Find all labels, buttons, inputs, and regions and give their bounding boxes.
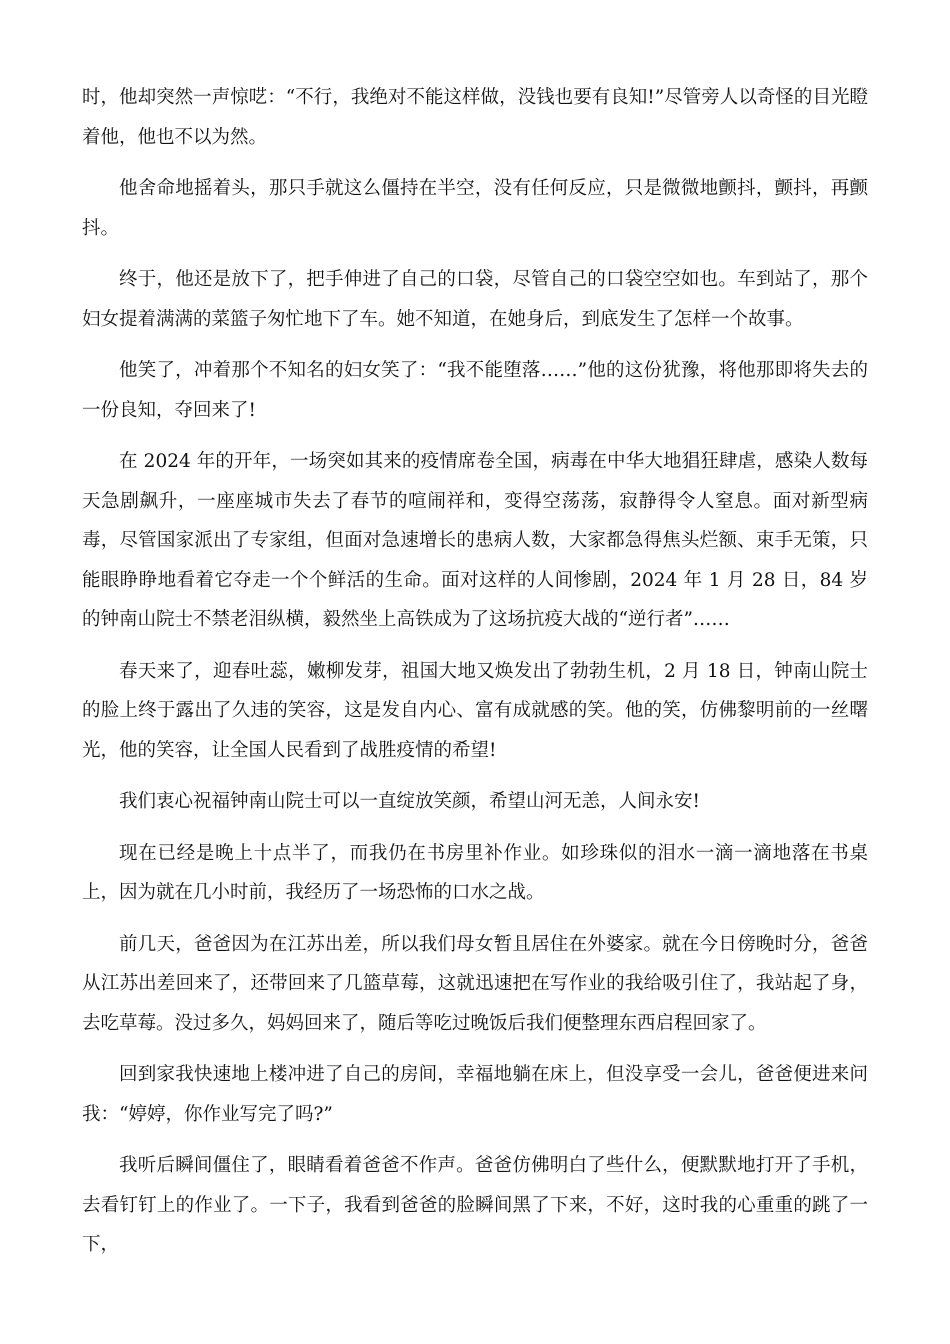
paragraph-5: 在 2024 年的开年，一场突如其来的疫情席卷全国，病毒在中华大地猖狂肆虐，感染人数每天急剧飙升，一座座城市失去了春节的喧闹祥和，变得空荡荡，寂静得令人窒息。面对新型病毒，尽管国家派出了专家组，但面对急速增长的患病人数，大家都急得焦头烂额、束手无策，只能眼睁睁地看着它夺走一个个鲜活的生命。面对这样的人间惨剧，2024 年 1 月 28 日，84 岁的钟南山院士不禁老泪纵横，毅然坐上高铁成为了这场抗疫大战的“逆行者”……: [82, 451, 868, 630]
paragraph-10: 回到家我快速地上楼冲进了自己的房间，幸福地躺在床上，但没享受一会儿，爸爸便进来问我：“婷婷，你作业写完了吗?”: [82, 1064, 868, 1125]
paragraph-1: 时，他却突然一声惊呓：“不行，我绝对不能这样做，没钱也要有良知!”尽管旁人以奇怪的目光瞪着他，他也不以为然。: [82, 87, 868, 148]
document-body: [82, 78, 868, 1277]
paragraph-7: 我们衷心祝福钟南山院士可以一直绽放笑颜，希望山河无恙，人间永安!: [119, 791, 700, 812]
paragraph-6: 春天来了，迎春吐蕊，嫩柳发芽，祖国大地又焕发出了勃勃生机，2 月 18 日，钟南山院士的脸上终于露出了久违的笑容，这是发自内心、富有成就感的笑。他的笑，仿佛黎明前的一丝曙光，他的笑容，让全国人民看到了战胜疫情的希望!: [82, 660, 868, 761]
paragraph-4: 他笑了，冲着那个不知名的妇女笑了：“我不能堕落……”他的这份犹豫，将他那即将失去的一份良知，夺回来了!: [82, 360, 868, 421]
paragraph-2: 他舍命地摇着头，那只手就这么僵持在半空，没有任何反应，只是微微地颤抖，颤抖，再颤抖。: [82, 178, 868, 239]
paragraph-11: 我听后瞬间僵住了，眼睛看着爸爸不作声。爸爸仿佛明白了些什么，便默默地打开了手机，去看钉钉上的作业了。一下子，我看到爸爸的脸瞬间黑了下来，不好，这时我的心重重的跳了一下，: [82, 1155, 868, 1255]
paragraph-3: 终于，他还是放下了，把手伸进了自己的口袋，尽管自己的口袋空空如也。车到站了，那个妇女提着满满的菜篮子匆忙地下了车。她不知道，在她身后，到底发生了怎样一个故事。: [82, 269, 868, 330]
paragraph-9: 前几天，爸爸因为在江苏出差，所以我们母女暂且居住在外婆家。就在今日傍晚时分，爸爸从江苏出差回来了，还带回来了几篮草莓，这就迅速把在写作业的我给吸引住了，我站起了身，去吃草莓。没过多久，妈妈回来了，随后等吃过晚饭后我们便整理东西启程回家了。: [82, 933, 868, 1034]
paragraph-8: 现在已经是晚上十点半了，而我仍在书房里补作业。如珍珠似的泪水一滴一滴地落在书桌上，因为就在几小时前，我经历了一场恐怖的口水之战。: [82, 842, 868, 903]
